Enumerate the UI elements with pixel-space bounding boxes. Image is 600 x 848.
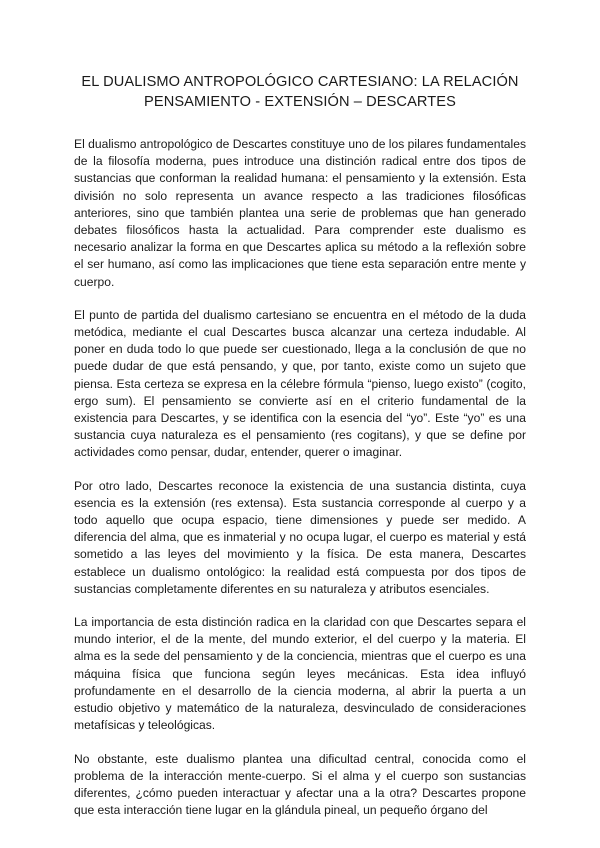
paragraph-1: El dualismo antropológico de Descartes constituye uno de los pilares fundamentales de la filosofía moderna, pues introduce una distinción radical entre dos tipos de sustancias que conforman la realidad humana: el pensamiento y la extensión. Esta división no solo representa un avance respecto a las tradiciones filosóficas anteriores, sino que también plantea una serie de problemas que han generado debates filosóficos hasta la actualidad. Para comprender este dualismo es necesario analizar la forma en que Descartes aplica su método a la reflexión sobre el ser humano, así como las implicaciones que tiene esta separación entre mente y cuerpo. <box>74 137 526 289</box>
title-line-1: EL DUALISMO ANTROPOLÓGICO CARTESIANO: LA RELACIÓN <box>81 74 519 90</box>
document-title <box>60 72 540 112</box>
paragraph-3: Por otro lado, Descartes reconoce la existencia de una sustancia distinta, cuya esencia es la extensión (res extensa). Esta sustancia corresponde al cuerpo y a todo aquello que ocupa espacio, tiene dimensiones y puede ser medido. A diferencia del alma, que es inmaterial y no ocupa lugar, el cuerpo es material y está sometido a las leyes del movimiento y la física. De esta manera, Descartes establece un dualismo ontológico: la realidad está compuesta por dos tipos de sustancias completamente diferentes en su naturaleza y atributos esenciales. <box>74 478 526 596</box>
paragraph-2: El punto de partida del dualismo cartesiano se encuentra en el método de la duda metódica, mediante el cual Descartes busca alcanzar una certeza indudable. Al poner en duda todo lo que puede ser cuestionado, llega a la conclusión de que no puede dudar de que está pensando, y que, por tanto, existe como un sujeto que piensa. Esta certeza se expresa en la célebre fórmula “pienso, luego existo” (cogito, ergo sum). El pensamiento se convierte así en el criterio fundamental de la existencia para Descartes, y se identifica con la esencia del “yo”. Este “yo” es una sustancia cuya naturaleza es el pensamiento (res cogitans), y que se define por actividades como pensar, dudar, entender, querer o imaginar. <box>74 307 526 460</box>
document-body <box>74 136 526 835</box>
paragraph-4: La importancia de esta distinción radica en la claridad con que Descartes separa el mundo interior, el de la mente, del mundo exterior, el del cuerpo y la materia. El alma es la sede del pensamiento y de la conciencia, mientras que el cuerpo es una máquina física que funciona según leyes mecánicas. Esta idea influyó profundamente en el desarrollo de la ciencia moderna, al abrir la puerta a un estudio objetivo y matemático de la naturaleza, desvinculado de consideraciones metafísicas y teleológicas. <box>74 615 526 733</box>
paragraph-5: No obstante, este dualismo plantea una dificultad central, conocida como el problema de la interacción mente-cuerpo. Si el alma y el cuerpo son sustancias diferentes, ¿cómo pueden interactuar y afectar una a la otra? Descartes propone que esta interacción tiene lugar en la glándula pineal, un pequeño órgano del <box>74 751 526 818</box>
title-line-2: PENSAMIENTO - EXTENSIÓN – DESCARTES <box>144 94 456 110</box>
